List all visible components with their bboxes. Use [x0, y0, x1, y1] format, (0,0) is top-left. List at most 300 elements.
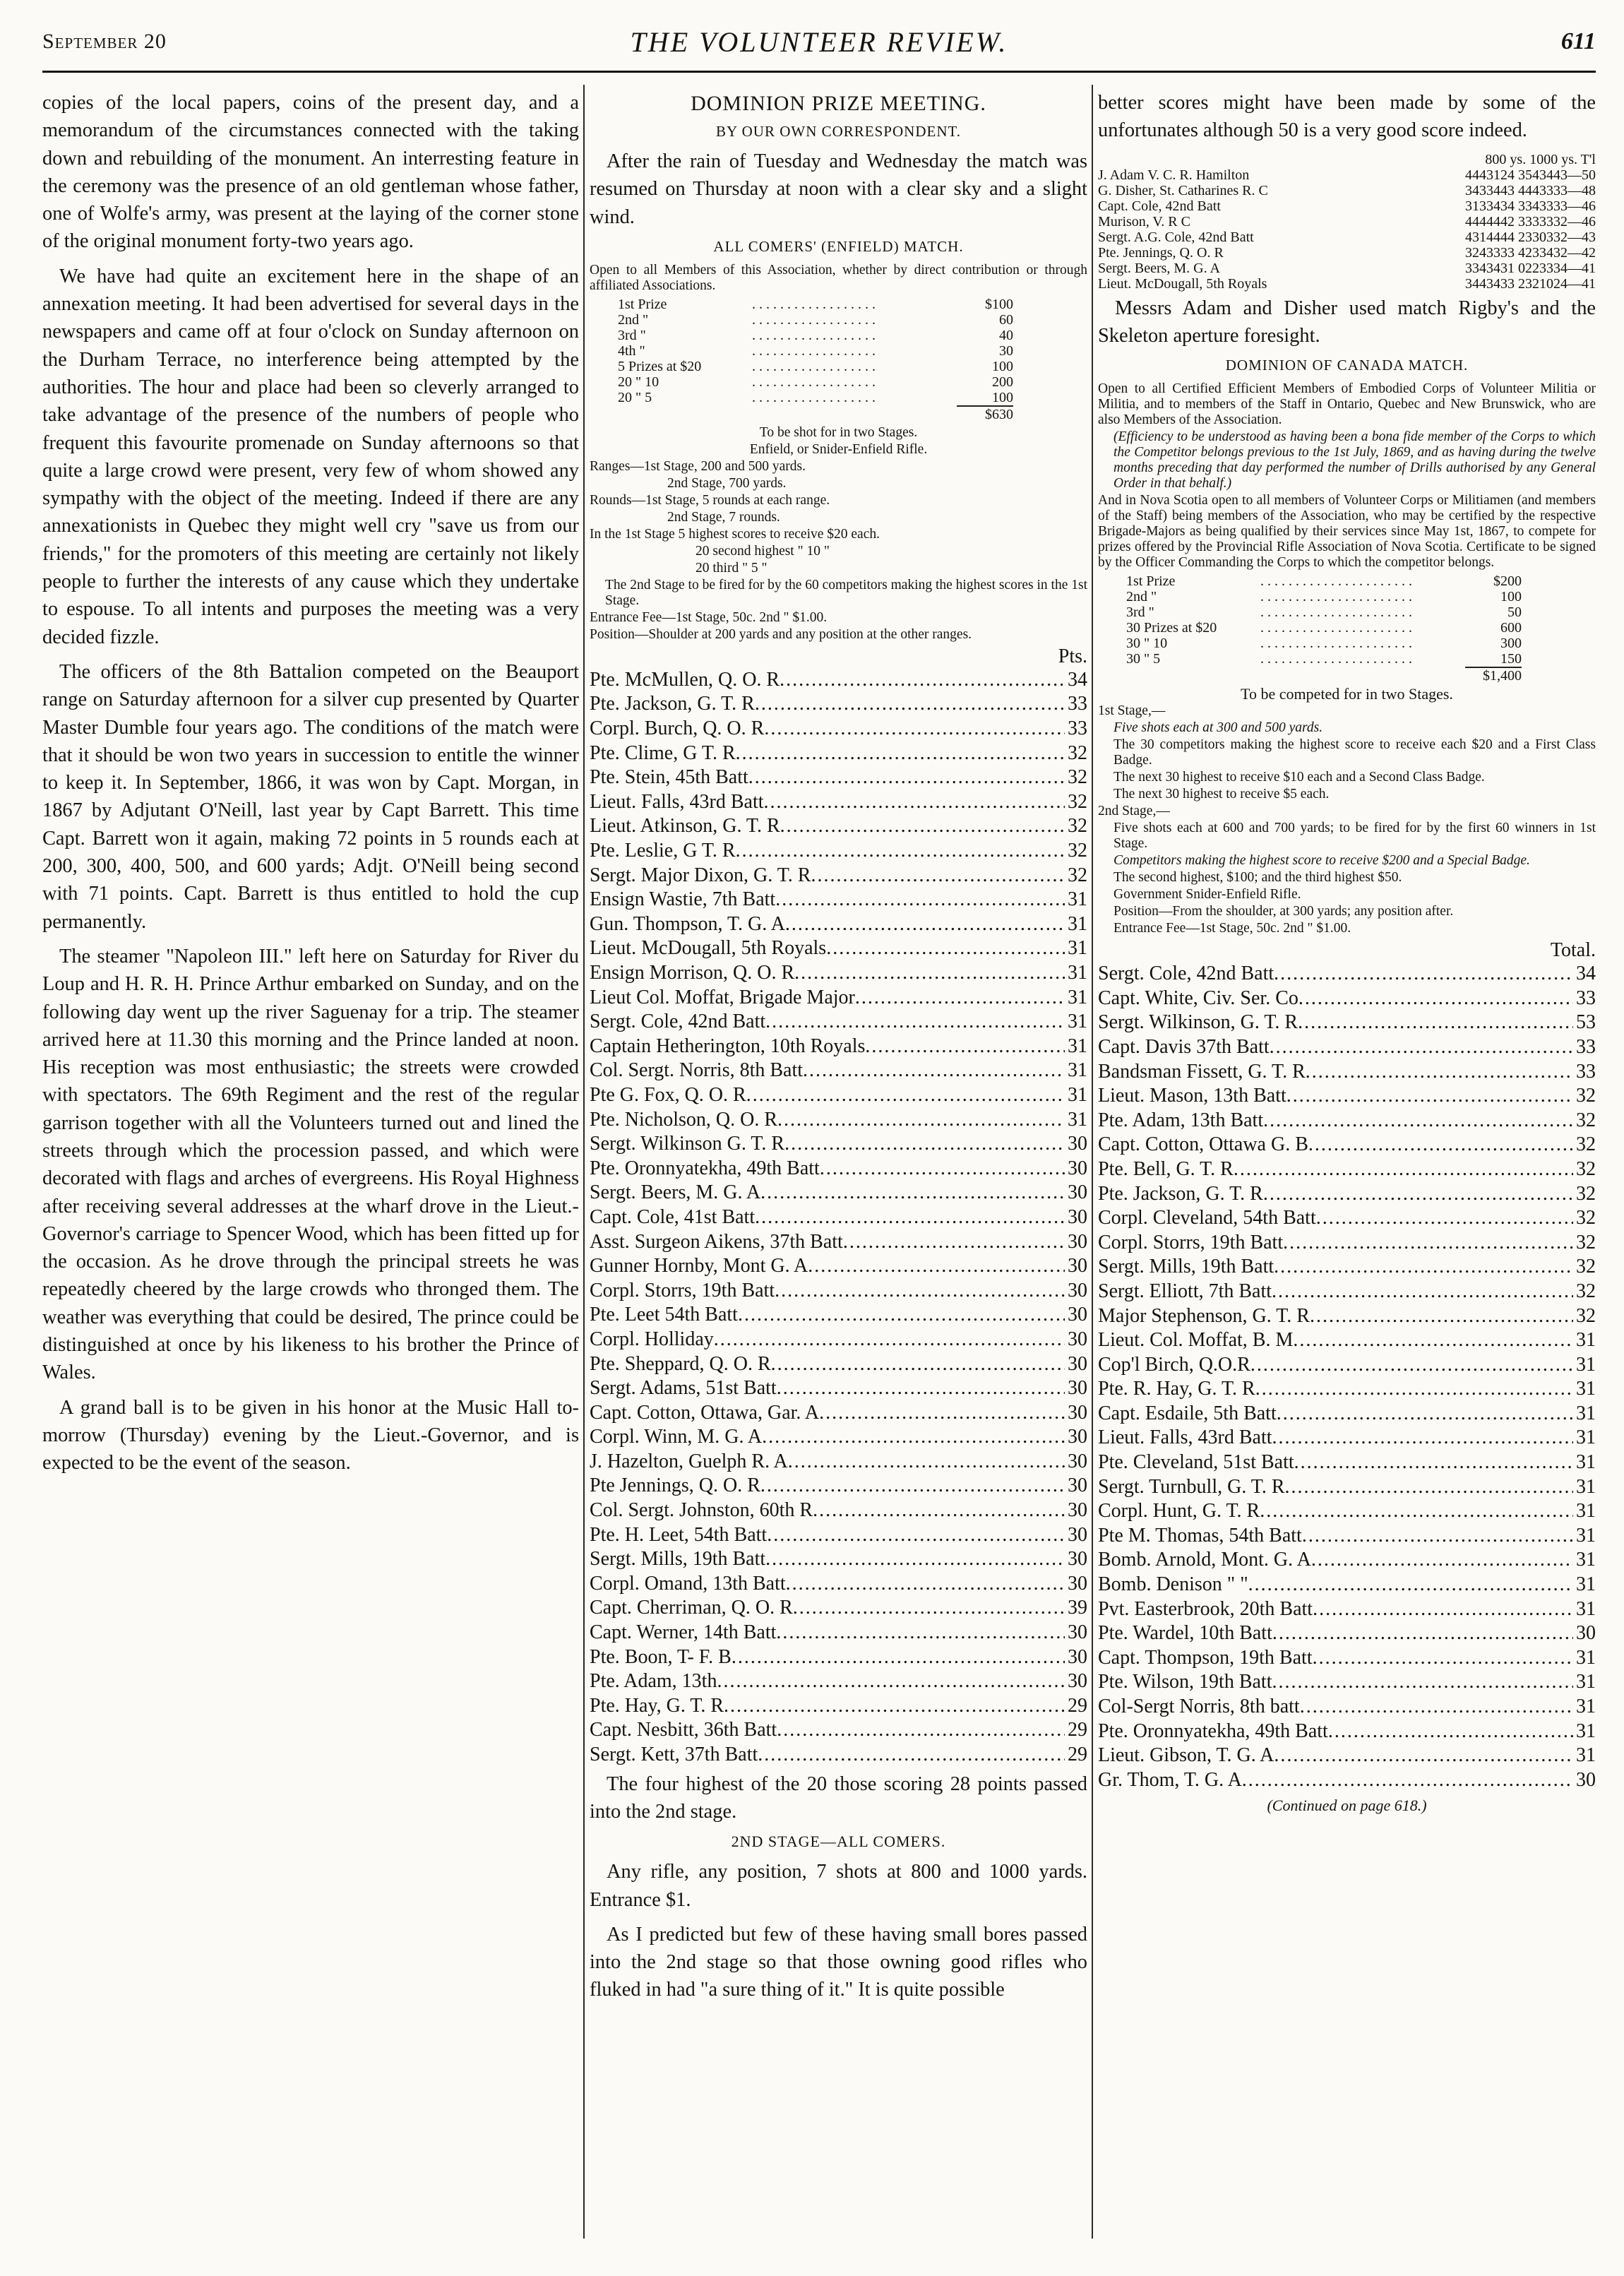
leader-dots — [813, 1499, 1065, 1523]
match-eligibility: Open to all Members of this Association, whether by direct contribution or through affiliated Associations. — [590, 262, 1087, 293]
leader-dots — [1300, 1695, 1573, 1720]
competitor-name: Pte. Cleveland, 51st Batt — [1098, 1451, 1294, 1474]
leader-dots — [1263, 1182, 1573, 1207]
leader-dots — [1298, 987, 1573, 1011]
total-column-header: Total. — [1550, 939, 1596, 962]
leader-dots — [748, 765, 1065, 790]
leader-dots — [785, 912, 1065, 937]
score-row — [590, 1035, 1087, 1059]
prize-total: $1,400 — [1126, 667, 1522, 684]
leader-dots — [1248, 1573, 1573, 1597]
competitor-name: J. Adam V. C. R. Hamilton — [1098, 167, 1250, 183]
score-row — [590, 1499, 1087, 1523]
stage-note: The four highest of the 20 those scoring 28 points passed into the 2nd stage. — [590, 1772, 1087, 1823]
competitor-name: Capt. Cotton, Ottawa, Gar. A — [590, 1401, 820, 1424]
competitor-score: 32 — [1576, 1304, 1596, 1327]
condition-line: The second highest, $100; and the third highest $50. — [1113, 870, 1402, 886]
score-row — [590, 1743, 1087, 1768]
competitor-score: 29 — [1068, 1719, 1087, 1741]
score-row — [1098, 1621, 1596, 1646]
leader-dots — [811, 864, 1065, 888]
competitor-score: 31 — [1068, 1011, 1087, 1033]
competitor-name: Pte. Nicholson, Q. O. R — [590, 1108, 777, 1131]
competitor-score: 30 — [1068, 1645, 1087, 1668]
round-scores: 4444442 3333332—46 — [1465, 213, 1596, 230]
score-row — [590, 692, 1087, 717]
leader-dots — [767, 1523, 1065, 1548]
score-row — [1098, 1280, 1596, 1304]
score-row — [1098, 962, 1596, 987]
prize-row: 20 " 5 . . . . . . . . . . . . . . . . . . 100 — [618, 389, 1013, 405]
competitor-score: 31 — [1068, 1083, 1087, 1106]
competitor-score: 30 — [1068, 1548, 1087, 1571]
leader-dots — [1270, 1035, 1573, 1060]
competitor-name: Pte. Jackson, G. T. R — [590, 693, 755, 715]
competitor-name: Sergt. Wilkinson, G. T. R — [1098, 1011, 1298, 1034]
leader-dots — [843, 1230, 1065, 1255]
leader-dots — [1328, 1720, 1573, 1744]
competitor-score: 33 — [1068, 717, 1087, 740]
competitor-name: Pte. Leslie, G T. R — [590, 840, 736, 862]
score-row — [590, 1425, 1087, 1450]
competitor-name: Corpl. Cleveland, 54th Batt — [1098, 1207, 1316, 1229]
prize-row: 1st Prize . . . . . . . . . . . . . . . . . . . . . . $200 — [1126, 573, 1522, 590]
competitor-name: Corpl. Burch, Q. O. R — [590, 717, 765, 740]
article-paragraph: A grand ball is to be given in his honor at the Music Hall to-morrow (Thursday) evening by the Lieut.-Governor, and is expected to be the event of the season. — [42, 1396, 579, 1474]
points-column-header: Pts. — [1058, 645, 1087, 667]
competitor-name: Sergt. Cole, 42nd Batt — [590, 1011, 766, 1033]
byline: BY OUR OWN CORRESPONDENT. — [715, 123, 961, 140]
competitor-name: Gr. Thom, T. G. A — [1098, 1768, 1242, 1791]
score-row — [1098, 1499, 1596, 1524]
competitor-name: Lieut. Falls, 43rd Batt — [590, 790, 764, 813]
score-row — [590, 1181, 1087, 1205]
score-row — [590, 912, 1087, 937]
condition-line: The next 30 highest to receive $10 each and a Second Class Badge. — [1113, 770, 1485, 785]
article-paragraph: The steamer "Napoleon III." left here on Saturday for River du Loup and H. R. H. Prince Arthur embarked on Sunday, and on the following day went up the river Saguenay for a trip. The steamer arrived here at 11.30 this morning and the Prince landed at noon. His reception was most enthusiastic; the streets were crowded with spectators. The 69th Regiment and the rest of the regular garrison together with all the Volunteers turned out and lined the streets through which the procession passed, and which were decorated with flags and arches of evergreens. His Royal Highness after receiving several addresses at the wharf drove in the Lieut.-Governor's carriage to Spencer Wood, which has been fitted up for the occasion. As he drove through the principal streets he was repeatedly cheered by the large crowds who thronged them. The weather was everything that could be desired, The prince could be distinguished at once by his likeness to his brother the Prince of Wales. — [42, 945, 579, 1384]
score-row — [1098, 1109, 1596, 1133]
round-scores: 3343431 0223334—41 — [1465, 260, 1596, 276]
leader-dots — [755, 1205, 1065, 1230]
competitor-name: Capt. Thompson, 19th Batt — [1098, 1646, 1313, 1669]
leader-dots — [1263, 1109, 1573, 1133]
competitor-score: 31 — [1576, 1646, 1596, 1669]
leader-dots — [775, 888, 1065, 912]
leader-dots — [736, 839, 1065, 864]
competitor-score: 31 — [1068, 888, 1087, 911]
competitor-name: Pte. Adam, 13th Batt — [1098, 1109, 1264, 1131]
score-row — [1098, 1548, 1596, 1573]
competitor-name: Pte. Oronnyatekha, 49th Batt — [590, 1157, 820, 1179]
competitor-name: Ensign Morrison, Q. O. R — [590, 962, 795, 984]
score-row — [1098, 1035, 1596, 1060]
score-row — [1098, 1695, 1596, 1720]
continued-note: (Continued on page 618.) — [1267, 1797, 1427, 1815]
table-row — [1098, 198, 1596, 214]
score-row — [590, 668, 1087, 693]
score-row — [1098, 1768, 1596, 1793]
competitor-name: Pte. McMullen, Q. O. R — [590, 668, 780, 691]
leader-dots — [784, 1132, 1065, 1157]
competitor-name: Gun. Thompson, T. G. A — [590, 912, 785, 935]
leader-dots — [777, 1718, 1065, 1743]
score-row — [590, 790, 1087, 815]
score-row — [1098, 1206, 1596, 1231]
score-row — [1098, 1450, 1596, 1475]
competitor-score: 31 — [1576, 1426, 1596, 1449]
leader-dots — [732, 1645, 1065, 1670]
page-header — [42, 24, 1596, 64]
score-list — [1098, 962, 1596, 1792]
score-row — [590, 1010, 1087, 1035]
score-row — [590, 839, 1087, 864]
leader-dots — [777, 1108, 1065, 1133]
competitor-score: 33 — [1576, 1035, 1596, 1058]
prize-row: 3rd " . . . . . . . . . . . . . . . . . . . . . . 50 — [1126, 604, 1522, 621]
score-row — [590, 1572, 1087, 1597]
score-row — [1098, 1670, 1596, 1695]
competitor-name: Lieut. Gibson, T. G. A — [1098, 1744, 1274, 1767]
score-row — [590, 1523, 1087, 1548]
competitor-name: Pte Jennings, Q. O. R — [590, 1474, 760, 1497]
competitor-score: 32 — [1576, 1207, 1596, 1229]
competitor-score: 31 — [1576, 1353, 1596, 1376]
competitor-name: Corpl. Holliday — [590, 1328, 714, 1350]
competitor-name: Sergt. Beers, M. G. A — [590, 1181, 761, 1204]
competitor-score: 53 — [1576, 1011, 1596, 1034]
leader-dots — [760, 1474, 1065, 1499]
competitor-name: Pte G. Fox, Q. O. R — [590, 1083, 746, 1106]
score-row — [1098, 1573, 1596, 1597]
table-row — [1098, 167, 1596, 183]
competitor-score: 31 — [1068, 912, 1087, 935]
competitor-score: 31 — [1068, 937, 1087, 960]
score-row — [1098, 1084, 1596, 1109]
competitor-name: Sergt. Major Dixon, G. T. R — [590, 864, 811, 886]
competitor-score: 30 — [1068, 1352, 1087, 1375]
article-paragraph: The officers of the 8th Battalion competed on the Beauport range on Saturday afternoon for a silver cup presented by Quarter Master Dumble four years ago. The conditions of the match were that it should be won two years in succession to entitle the winner to keep it. In September, 1866, it was won by Capt. Morgan, in 1867 by Adjutant O'Neill, last year by Capt Barrett. This time Capt. Barrett won it again, making 72 points in 5 rounds each at 200, 300, 400, 500, and 600 yards; Adjt. O'Neill being second with 71 points. Capt. Barrett is thus entitled to hold the cup permanently. — [42, 660, 579, 933]
score-row — [590, 1083, 1087, 1108]
condition-line: Government Snider-Enfield Rifle. — [1113, 887, 1301, 902]
competitor-name: Lieut. Col. Moffat, B. M — [1098, 1329, 1294, 1352]
competitor-score: 32 — [1576, 1133, 1596, 1156]
nova-scotia-note: And in Nova Scotia open to all members of Volunteer Corps or Militiamen (and members of the Staff) being members of the Association, who may be certified by the respective Brigade-Majors as being qualified by their services since May 1st, 1867, to compete for prizes offered by the Provincial Rifle Association of Nova Scotia. Certificate to be signed by the Officer Commanding the Corps to which the competitor belongs. — [1098, 493, 1596, 571]
column-divider-2 — [1092, 85, 1093, 2239]
competitor-score: 30 — [1576, 1768, 1596, 1791]
competitor-score: 32 — [1576, 1085, 1596, 1107]
competitor-name: Sergt. Adams, 51st Batt — [590, 1377, 777, 1400]
competitor-name: Corpl. Winn, M. G. A — [590, 1426, 763, 1448]
competitor-score: 31 — [1068, 1035, 1087, 1057]
competitor-name: Cop'l Birch, Q.O.R — [1098, 1353, 1250, 1376]
score-row — [1098, 1011, 1596, 1035]
prize-row: 1st Prize . . . . . . . . . . . . . . . . . . $100 — [618, 296, 1013, 312]
leader-dots — [738, 1303, 1065, 1328]
score-row — [590, 1547, 1087, 1572]
competitor-name: Pte. Jackson, G. T. R — [1098, 1182, 1263, 1205]
leader-dots — [820, 1157, 1065, 1181]
leader-dots — [717, 1669, 1065, 1694]
competitor-name: Sergt. Turnbull, G. T. R — [1098, 1475, 1285, 1498]
condition-line: Ranges—1st Stage, 200 and 500 yards. — [590, 458, 806, 474]
competitor-score: 30 — [1068, 1304, 1087, 1326]
competitor-score: 30 — [1068, 1670, 1087, 1693]
leader-dots — [1255, 1377, 1573, 1402]
score-row — [590, 1328, 1087, 1352]
match-title: ALL COMERS' (ENFIELD) MATCH. — [713, 237, 964, 255]
score-row — [590, 1279, 1087, 1304]
leader-dots — [1294, 1450, 1573, 1475]
condition-line: The 2nd Stage to be fired for by the 60 competitors making the highest scores in the 1st Stage. — [605, 577, 1087, 608]
leader-dots — [1274, 1744, 1573, 1768]
leader-dots — [776, 1621, 1065, 1645]
competitor-name: Pte. Sheppard, Q. O. R — [590, 1352, 771, 1375]
score-row — [590, 1718, 1087, 1743]
competitor-name: J. Hazelton, Guelph R. A — [590, 1450, 788, 1472]
competitor-score: 30 — [1068, 1474, 1087, 1497]
leader-dots — [794, 961, 1065, 986]
condition-line: To be shot for in two Stages. — [759, 424, 918, 440]
competitor-name: Capt. Werner, 14th Batt — [590, 1621, 777, 1644]
condition-line: 1st Stage,— — [1098, 703, 1166, 719]
competitor-score: 31 — [1576, 1451, 1596, 1474]
leader-dots — [793, 1596, 1065, 1621]
score-row — [590, 1352, 1087, 1377]
prize-row: 20 " 10 . . . . . . . . . . . . . . . . . . 200 — [618, 374, 1013, 390]
leader-dots — [765, 1010, 1065, 1035]
prize-row: 5 Prizes at $20 . . . . . . . . . . . . . . . . . . 100 — [618, 358, 1013, 374]
score-row — [590, 1108, 1087, 1133]
competitor-name: Sergt. A.G. Cole, 42nd Batt — [1098, 229, 1254, 245]
table-row — [1098, 183, 1596, 198]
score-row — [1098, 1255, 1596, 1280]
score-row — [1098, 1182, 1596, 1207]
competitor-score: 32 — [1068, 815, 1087, 838]
score-row — [590, 864, 1087, 888]
leader-dots — [736, 741, 1065, 766]
table-row — [1098, 276, 1596, 292]
leader-dots — [777, 1376, 1065, 1401]
competitor-name: Col. Sergt. Norris, 8th Batt — [590, 1059, 804, 1082]
competitor-score: 29 — [1068, 1694, 1087, 1717]
score-row — [590, 1376, 1087, 1401]
leader-dots — [786, 1572, 1065, 1597]
competitor-score: 32 — [1576, 1256, 1596, 1278]
competitor-name: Capt. Cole, 42nd Batt — [1098, 198, 1221, 214]
leader-dots — [724, 1694, 1065, 1719]
condition-line: Position—From the shoulder, at 300 yards; any position after. — [1113, 904, 1454, 919]
competitor-score: 31 — [1576, 1549, 1596, 1571]
competitor-name: G. Disher, St. Catharines R. C — [1098, 182, 1268, 198]
leader-dots — [714, 1328, 1065, 1352]
condition-line: 20 second highest " 10 " — [695, 543, 830, 559]
competitor-score: 30 — [1068, 1426, 1087, 1448]
competitor-name: Gunner Hornby, Mont G. A — [590, 1255, 808, 1277]
competitor-score: 33 — [1576, 987, 1596, 1009]
competitor-score: 32 — [1576, 1157, 1596, 1180]
leader-dots — [1272, 1670, 1573, 1695]
competitor-score: 31 — [1576, 1329, 1596, 1352]
round-scores: 3433443 4443333—48 — [1465, 182, 1596, 198]
competitor-score: 32 — [1068, 766, 1087, 789]
condition-line: The next 30 highest to receive $5 each. — [1113, 787, 1330, 802]
competitor-score: 31 — [1068, 962, 1087, 984]
competitor-name: Pte. Clime, G T. R — [590, 741, 736, 764]
score-row — [1098, 1304, 1596, 1329]
competitor-score: 31 — [1068, 1108, 1087, 1131]
competitor-score: 30 — [1068, 1181, 1087, 1204]
score-row — [590, 888, 1087, 912]
leader-dots — [1277, 1402, 1573, 1426]
competitor-score: 33 — [1576, 1060, 1596, 1083]
competitor-name: Capt. Nesbitt, 36th Batt — [590, 1719, 777, 1741]
table-header: 800 ys. 1000 ys. T'l — [1485, 151, 1596, 167]
score-row — [590, 1596, 1087, 1621]
leader-dots — [1310, 1304, 1573, 1329]
table-row — [1098, 245, 1596, 261]
competitor-name: Sergt. Mills, 19th Batt — [590, 1548, 766, 1571]
condition-line: Position—Shoulder at 200 yards and any position at the other ranges. — [590, 626, 972, 642]
leader-dots — [762, 1425, 1065, 1450]
prize-row: 30 Prizes at $20 . . . . . . . . . . . . . . . . . . . . . . 600 — [1126, 620, 1522, 636]
stage2-text: Any rifle, any position, 7 shots at 800 and 1000 yards. Entrance $1. — [590, 1861, 1087, 1911]
leader-dots — [808, 1254, 1065, 1279]
prize-list — [1126, 573, 1522, 684]
competitor-name: Col-Sergt Norris, 8th batt — [1098, 1696, 1300, 1717]
competitor-score: 31 — [1576, 1696, 1596, 1717]
leader-dots — [855, 986, 1065, 1011]
competitor-score: 30 — [1576, 1622, 1596, 1645]
score-row — [590, 1132, 1087, 1157]
header-date: September 20 — [42, 30, 167, 53]
score-row — [590, 1450, 1087, 1474]
competitor-name: Pte. Bell, G. T. R — [1098, 1157, 1234, 1180]
competitor-name: Capt. Cotton, Ottawa G. B — [1098, 1133, 1308, 1156]
competitor-score: 30 — [1068, 1328, 1087, 1350]
leader-dots — [1242, 1768, 1573, 1793]
prize-row: 2nd " . . . . . . . . . . . . . . . . . . . . . . 100 — [1126, 589, 1522, 605]
stage2-title: 2ND STAGE—ALL COMERS. — [731, 1833, 946, 1851]
leader-dots — [755, 692, 1065, 717]
competitor-score: 31 — [1576, 1720, 1596, 1742]
leader-dots — [764, 717, 1065, 741]
section-heading: DOMINION PRIZE MEETING. — [691, 92, 986, 115]
leader-dots — [1302, 1524, 1573, 1549]
leader-dots — [764, 790, 1065, 815]
competitor-score: 30 — [1068, 1377, 1087, 1400]
condition-line: Enfield, or Snider-Enfield Rifle. — [749, 441, 928, 457]
leader-dots — [1272, 1280, 1573, 1304]
competitor-score: 30 — [1068, 1205, 1087, 1228]
competitor-name: Sergt. Mills, 19th Batt — [1098, 1256, 1274, 1278]
header-title: THE VOLUNTEER REVIEW. — [630, 26, 1008, 58]
leader-dots — [760, 1181, 1065, 1205]
score-list — [590, 668, 1087, 1768]
leader-dots — [1311, 1548, 1573, 1573]
score-row — [1098, 987, 1596, 1011]
score-row — [590, 1474, 1087, 1499]
competitor-name: Pvt. Easterbrook, 20th Batt — [1098, 1597, 1313, 1620]
competitor-score: 30 — [1068, 1572, 1087, 1595]
competitor-score: 31 — [1576, 1500, 1596, 1523]
round-scores: 4314444 2330332—43 — [1465, 229, 1596, 245]
score-row — [1098, 1524, 1596, 1549]
score-row — [590, 814, 1087, 839]
efficiency-note: (Efficiency to be understood as having been a bona fide member of the Corps to which the Competitor belongs previous to the 1st July, 1869, and as having during the twelve months preceding that day performed the number of Drills authorised by any General Order in that behalf.) — [1113, 429, 1596, 491]
round-scores: 3133434 3343333—46 — [1465, 198, 1596, 214]
score-row — [590, 1157, 1087, 1181]
table-row — [1098, 230, 1596, 245]
score-row — [590, 1059, 1087, 1083]
prize-total: $630 — [618, 405, 1013, 422]
competitor-name: Sergt. Elliott, 7th Batt — [1098, 1280, 1272, 1302]
competitor-name: Murison, V. R C — [1098, 213, 1190, 230]
prize-list — [618, 297, 1013, 422]
leader-dots — [758, 1743, 1065, 1768]
condition-line: 2nd Stage, 700 yards. — [667, 475, 787, 491]
leader-dots — [1306, 1060, 1573, 1085]
condition-line: Five shots each at 600 and 700 yards; to be fired for by the first 60 winners in 1st Stage. — [1113, 821, 1596, 852]
score-row — [590, 936, 1087, 961]
leader-dots — [1272, 1426, 1573, 1450]
competitor-name: Lieut. McDougall, 5th Royals — [1098, 275, 1267, 292]
leader-dots — [1283, 1231, 1573, 1256]
competitor-name: Pte. R. Hay, G. T. R — [1098, 1378, 1255, 1400]
prize-row: 30 " 5 . . . . . . . . . . . . . . . . . . . . . . 150 — [1126, 651, 1522, 667]
competitor-score: 32 — [1068, 864, 1087, 886]
competitor-name: Pte. H. Leet, 54th Batt — [590, 1523, 768, 1546]
round-scores: 3443433 2321024—41 — [1465, 275, 1596, 292]
prize-row: 3rd " . . . . . . . . . . . . . . . . . . 40 — [618, 327, 1013, 343]
competitor-score: 32 — [1576, 1109, 1596, 1131]
competitor-name: Ensign Wastie, 7th Batt — [590, 888, 776, 911]
competitor-name: Capt. Esdaile, 5th Batt — [1098, 1402, 1277, 1424]
condition-line: Entrance Fee—1st Stage, 50c. 2nd " $1.00. — [590, 609, 828, 625]
competitor-name: Pte. Wilson, 19th Batt — [1098, 1671, 1272, 1693]
competitor-score: 32 — [1068, 840, 1087, 862]
competitor-score: 32 — [1068, 790, 1087, 813]
score-row — [1098, 1328, 1596, 1353]
leader-dots — [1308, 1133, 1573, 1157]
leader-dots — [819, 1401, 1065, 1426]
competitor-name: Lieut Col. Moffat, Brigade Major — [590, 986, 855, 1008]
competitor-name: Corpl. Storrs, 19th Batt — [590, 1279, 775, 1301]
competitor-name: Capt. White, Civ. Ser. Co — [1098, 987, 1298, 1009]
leader-dots — [865, 1035, 1065, 1059]
competitor-name: Capt. Cherriman, Q. O. R — [590, 1597, 793, 1619]
condition-line: Competitors making the highest score to receive $200 and a Special Badge. — [1113, 853, 1530, 869]
competitor-score: 30 — [1068, 1523, 1087, 1546]
column-divider-1 — [583, 85, 585, 2239]
competitor-name: Sergt. Wilkinson G. T. R — [590, 1133, 785, 1155]
table-row — [1098, 214, 1596, 230]
competitor-name: Pte. Jennings, Q. O. R — [1098, 244, 1224, 261]
leader-dots — [1286, 1084, 1573, 1109]
score-row — [590, 961, 1087, 986]
round-scores: 4443124 3543443—50 — [1465, 167, 1596, 183]
condition-line: 2nd Stage, 7 rounds. — [667, 509, 780, 525]
score-row — [590, 1230, 1087, 1255]
score-row — [590, 1401, 1087, 1426]
competitor-score: 32 — [1576, 1280, 1596, 1302]
score-row — [590, 1621, 1087, 1645]
column-2 — [590, 89, 1087, 2011]
leader-dots — [775, 1279, 1065, 1304]
competitor-name: Lieut. McDougall, 5th Royals — [590, 937, 827, 960]
condition-line: 2nd Stage,— — [1098, 804, 1170, 819]
competitor-name: Pte. Wardel, 10th Batt — [1098, 1622, 1272, 1645]
competitor-name: Sergt. Beers, M. G. A — [1098, 260, 1220, 276]
